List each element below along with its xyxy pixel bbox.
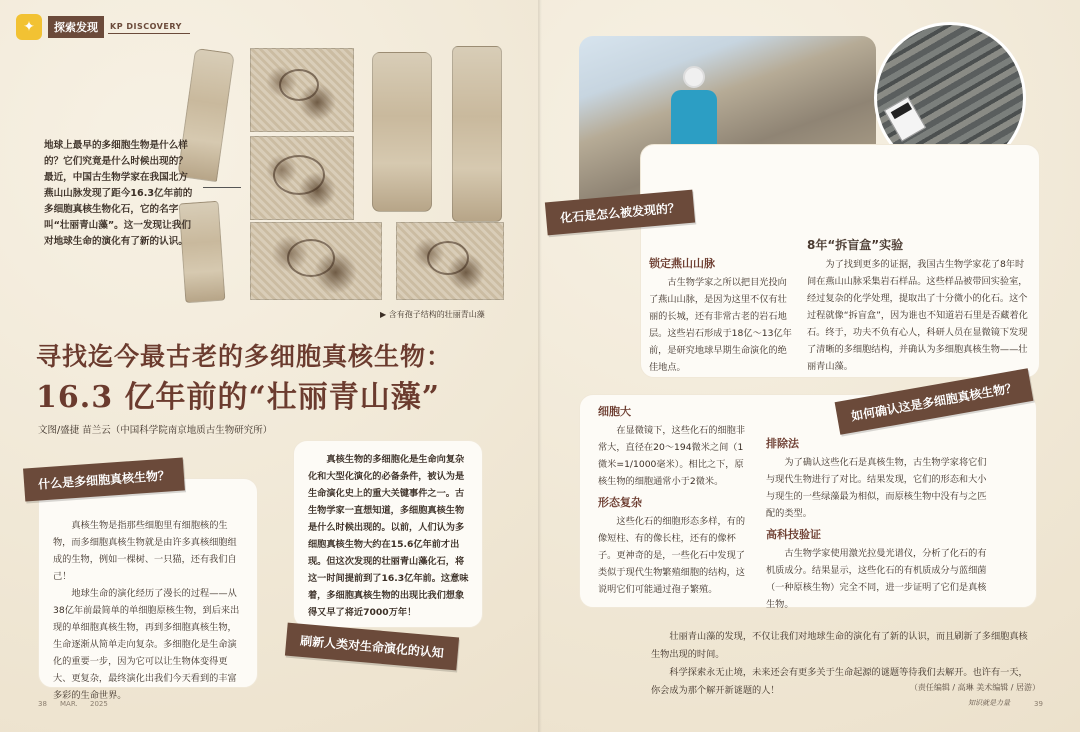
fossil-image-3 <box>452 46 502 222</box>
section-title-cn: 探索发现 <box>48 16 104 38</box>
heading-yanshan: 锁定燕山山脉 <box>649 257 715 270</box>
heading-exclusion: 排除法 <box>766 437 799 450</box>
what-paragraph-2: 地球生命的演化经历了漫长的过程——从38亿年前最简单的单细胞原核生物，到后来出现的单细胞真核生物，再到多细胞真核生物，生命逐渐从简单走向复杂。多细胞化是生命演化的重要一步，因为它可以让生物体变得更大、更复杂，最终演化出我们今天看到的丰富多彩的生命世界。 <box>53 588 240 701</box>
section-title-en: KP DISCOVERY <box>108 20 190 34</box>
refresh-paragraph: 真核生物的多细胞化是生命向复杂化和大型化演化的必备条件，被认为是生命演化史上的重大关键事件之一。古生物学家一直想知道，多细胞真核生物是什么时候出现的。以前，人们认为多细胞真核生物大约在15.6亿年前才出现。但这次发现的壮丽青山藻化石，将这一时间提前到了16.3亿年前。这意味着，多细胞真核生物的出现比我们想象得又早了将近7000万年！ <box>308 454 469 618</box>
closing-paragraph-2: 科学探索永无止境，未来还会有更多关于生命起源的谜题等待我们去解开。也许有一天，你会成为那个解开新谜题的人！ <box>651 667 1028 696</box>
heading-hitech: 高科技验证 <box>766 528 821 541</box>
what-paragraph-1: 真核生物是指那些细胞里有细胞核的生物，而多细胞真核生物就是由许多真核细胞组成的生物，例如一棵树、一只猫，还有我们自己！ <box>53 520 237 582</box>
tag-how: 化石是怎么被发现的？ <box>545 190 695 236</box>
page-title-line2: 16.3 亿年前的“壮丽青山藻” <box>36 380 441 415</box>
tag-refresh: 刷新人类对生命演化的认知 <box>285 623 459 671</box>
spine <box>538 0 542 732</box>
heading-big-cells: 细胞大 <box>598 405 631 418</box>
card-how <box>640 144 1040 378</box>
intro-text: 地球上最早的多细胞生物是什么样的？它们究竟是什么时候出现的？最近，中国古生物学家在我国北方燕山山脉发现了距今16.3亿年前的多细胞真核生物化石，它的名字叫“壮丽青山藻”。这一发现让我们对地球生命的演化有了新的认识。 <box>44 140 193 247</box>
fossil-micro-4 <box>396 222 504 300</box>
closing-paragraph-1: 壮丽青山藻的发现，不仅让我们对地球生命的演化有了新的认识，而且刷新了多细胞真核生物出现的时间。 <box>651 631 1028 660</box>
how-paragraph-2: 为了找到更多的证据，我国古生物学家花了8年时间在燕山山脉采集岩石样品。这些样品被带回实验室，经过复杂的化学处理，提取出了十分微小的化石。这个过程就像“拆盲盒”，因为谁也不知道岩石里是否藏着化石。终于，功夫不负有心人，科研人员在显微镜下发现了清晰的多细胞结构，并确认为多细胞真核生物——壮丽青山藻。 <box>807 259 1028 372</box>
section-header <box>16 14 190 40</box>
page-title-line1: 寻找迄今最古老的多细胞真核生物： <box>36 342 453 371</box>
divider <box>203 187 241 188</box>
confirm-paragraph-2: 这些化石的细胞形态多样，有的像短柱、有的像长柱，还有的像杯子。更神奇的是，一些化石中发现了类似于现代生物繁殖细胞的结构，这说明它们可能通过孢子繁殖。 <box>598 516 746 595</box>
how-paragraph-1: 古生物学家之所以把目光投向了燕山山脉，是因为这里不仅有壮丽的长城，还有非常古老的岩石地层。这些岩石形成于18亿～13亿年前，是研究地球早期生命演化的绝佳地点。 <box>649 277 792 373</box>
fossil-image-2 <box>372 52 432 212</box>
tag-confirm: 如何确认这是多细胞真核生物？ <box>835 368 1034 435</box>
fossil-micro-2 <box>250 136 354 220</box>
logo-icon: ✦ <box>16 14 42 40</box>
editor-credit: （责任编辑 / 高琳 美术编辑 / 居游） <box>909 683 1040 692</box>
byline: 文图/盛捷 苗兰云（中国科学院南京地质古生物研究所） <box>38 425 273 436</box>
footer-brand: 知识就是力量 <box>968 699 1010 707</box>
fossil-micro-1 <box>250 48 354 132</box>
footer-month: MAR. <box>60 700 78 708</box>
confirm-paragraph-1: 在显微镜下，这些化石的细胞非常大，直径在20～194微米之间（1微米=1/1000毫米）。相比之下，原核生物的细胞通常小于2微米。 <box>598 425 746 487</box>
page-number-left: 38 <box>38 700 47 708</box>
page-number-right: 39 <box>1034 700 1043 708</box>
card-what <box>38 478 258 701</box>
fossil-micro-3 <box>250 222 382 300</box>
fossil-caption: ▶ 含有孢子结构的壮丽青山藻 <box>380 310 485 319</box>
confirm-paragraph-4: 古生物学家使用激光拉曼光谱仪，分析了化石的有机质成分。结果显示，这些化石的有机质成分与蓝细菌（一种原核生物）完全不同，进一步证明了它们是真核生物。 <box>766 548 987 610</box>
confirm-paragraph-3: 为了确认这些化石是真核生物，古生物学家将它们与现代生物进行了对比。结果发现，它们的形态和大小与现生的一些绿藻最为相似，而原核生物中没有与之匹配的类型。 <box>766 457 987 519</box>
tag-what: 什么是多细胞真核生物？ <box>23 457 185 501</box>
footer-year: 2025 <box>90 700 108 708</box>
card-refresh <box>293 440 483 628</box>
heading-blindbox: 8年“拆盲盒”实验 <box>807 238 904 252</box>
heading-complex: 形态复杂 <box>598 496 642 509</box>
card-confirm <box>579 394 1037 608</box>
